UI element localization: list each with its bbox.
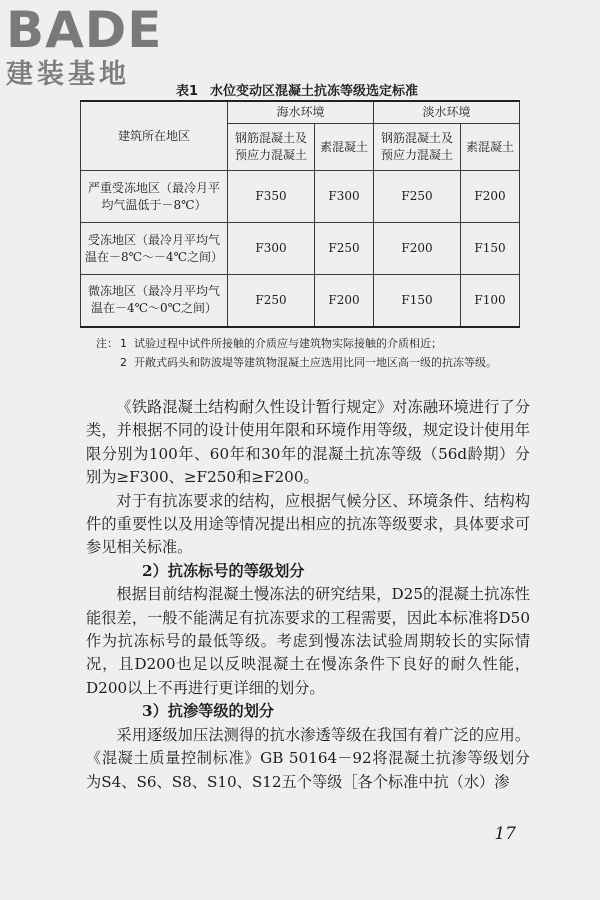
notes-label: 注： bbox=[96, 337, 118, 350]
grade-cell: F300 bbox=[315, 171, 374, 223]
note-text: 开敞式码头和防波堤等建筑物混凝土应选用比同一地区高一级的抗冻等级。 bbox=[134, 356, 497, 369]
note-text: 试验过程中试件所接触的介质应与建筑物实际接触的介质相近； bbox=[134, 337, 442, 350]
freshwater-header: 淡水环境 bbox=[374, 101, 520, 124]
grade-cell: F250 bbox=[228, 275, 315, 327]
region-cell: 微冻地区（最冷月平均气温在－4℃～0℃之间） bbox=[81, 275, 228, 327]
sub-header: 钢筋混凝土及预应力混凝土 bbox=[374, 124, 461, 171]
watermark-subtitle: 建装基地 bbox=[6, 59, 130, 90]
grade-cell: F250 bbox=[315, 223, 374, 275]
paragraph: 对于有抗冻要求的结构，应根据气候分区、环境条件、结构构件的重要性以及用途等情况提出相应的抗冻等级要求，具体要求可参见相关标准。 bbox=[86, 491, 530, 557]
table-row bbox=[81, 275, 520, 327]
table-row bbox=[81, 223, 520, 275]
watermark-brand: BADE bbox=[6, 1, 163, 59]
grade-cell: F200 bbox=[461, 171, 520, 223]
table-notes bbox=[96, 334, 526, 372]
note-item bbox=[96, 334, 526, 353]
grade-cell: F100 bbox=[461, 275, 520, 327]
sub-header: 素混凝土 bbox=[315, 124, 374, 171]
grade-cell: F150 bbox=[374, 275, 461, 327]
table-number: 表1 bbox=[176, 84, 199, 99]
sub-header: 钢筋混凝土及预应力混凝土 bbox=[228, 124, 315, 171]
note-item bbox=[96, 353, 526, 372]
grade-cell: F300 bbox=[228, 223, 315, 275]
grade-cell: F200 bbox=[315, 275, 374, 327]
page-number: 17 bbox=[494, 824, 516, 844]
watermark-logo bbox=[6, 1, 163, 90]
table-title: 水位变动区混凝土抗冻等级选定标准 bbox=[210, 84, 419, 99]
note-number: 1 bbox=[120, 337, 127, 350]
body-text bbox=[86, 396, 530, 794]
table-row bbox=[81, 171, 520, 223]
frost-grade-table bbox=[80, 100, 520, 328]
seawater-header: 海水环境 bbox=[228, 101, 374, 124]
grade-cell: F200 bbox=[374, 223, 461, 275]
table-caption bbox=[176, 80, 418, 99]
region-header: 建筑所在地区 bbox=[81, 101, 228, 171]
region-cell: 严重受冻地区（最冷月平均气温低于－8℃） bbox=[81, 171, 228, 223]
grade-cell: F250 bbox=[374, 171, 461, 223]
region-cell: 受冻地区（最冷月平均气温在－8℃～－4℃之间） bbox=[81, 223, 228, 275]
grade-cell: F150 bbox=[461, 223, 520, 275]
table-header-row bbox=[81, 101, 520, 124]
paragraph: 根据目前结构混凝土慢冻法的研究结果，D25的混凝土抗冻性能很差，一般不能满足有抗冻要求的工程需要，因此本标准将D50作为抗冻标号的最低等级。考虑到慢冻法试验周期较长的实际情况，且D200也足以反映混凝土在慢冻条件下良好的耐久性能，D200以上不再进行更详细的划分。 bbox=[86, 585, 530, 697]
section-heading: 3）抗渗等级的划分 bbox=[142, 702, 275, 721]
sub-header: 素混凝土 bbox=[461, 124, 520, 171]
paragraph: 《铁路混凝土结构耐久性设计暂行规定》对冻融环境进行了分类，并根据不同的设计使用年限和环境作用等级，规定设计使用年限分别为100年、60年和30年的混凝土抗冻等级（56d龄期）分别为≥F300、≥F250和≥F200。 bbox=[86, 398, 530, 487]
grade-cell: F350 bbox=[228, 171, 315, 223]
paragraph: 采用逐级加压法测得的抗水渗透等级在我国有着广泛的应用。《混凝土质量控制标准》GB 50164－92将混凝土抗渗等级划分为S4、S6、S8、S10、S12五个等级［各个标准中抗（水）渗 bbox=[86, 725, 530, 791]
section-heading: 2）抗冻标号的等级划分 bbox=[142, 561, 305, 580]
note-number: 2 bbox=[120, 356, 127, 369]
